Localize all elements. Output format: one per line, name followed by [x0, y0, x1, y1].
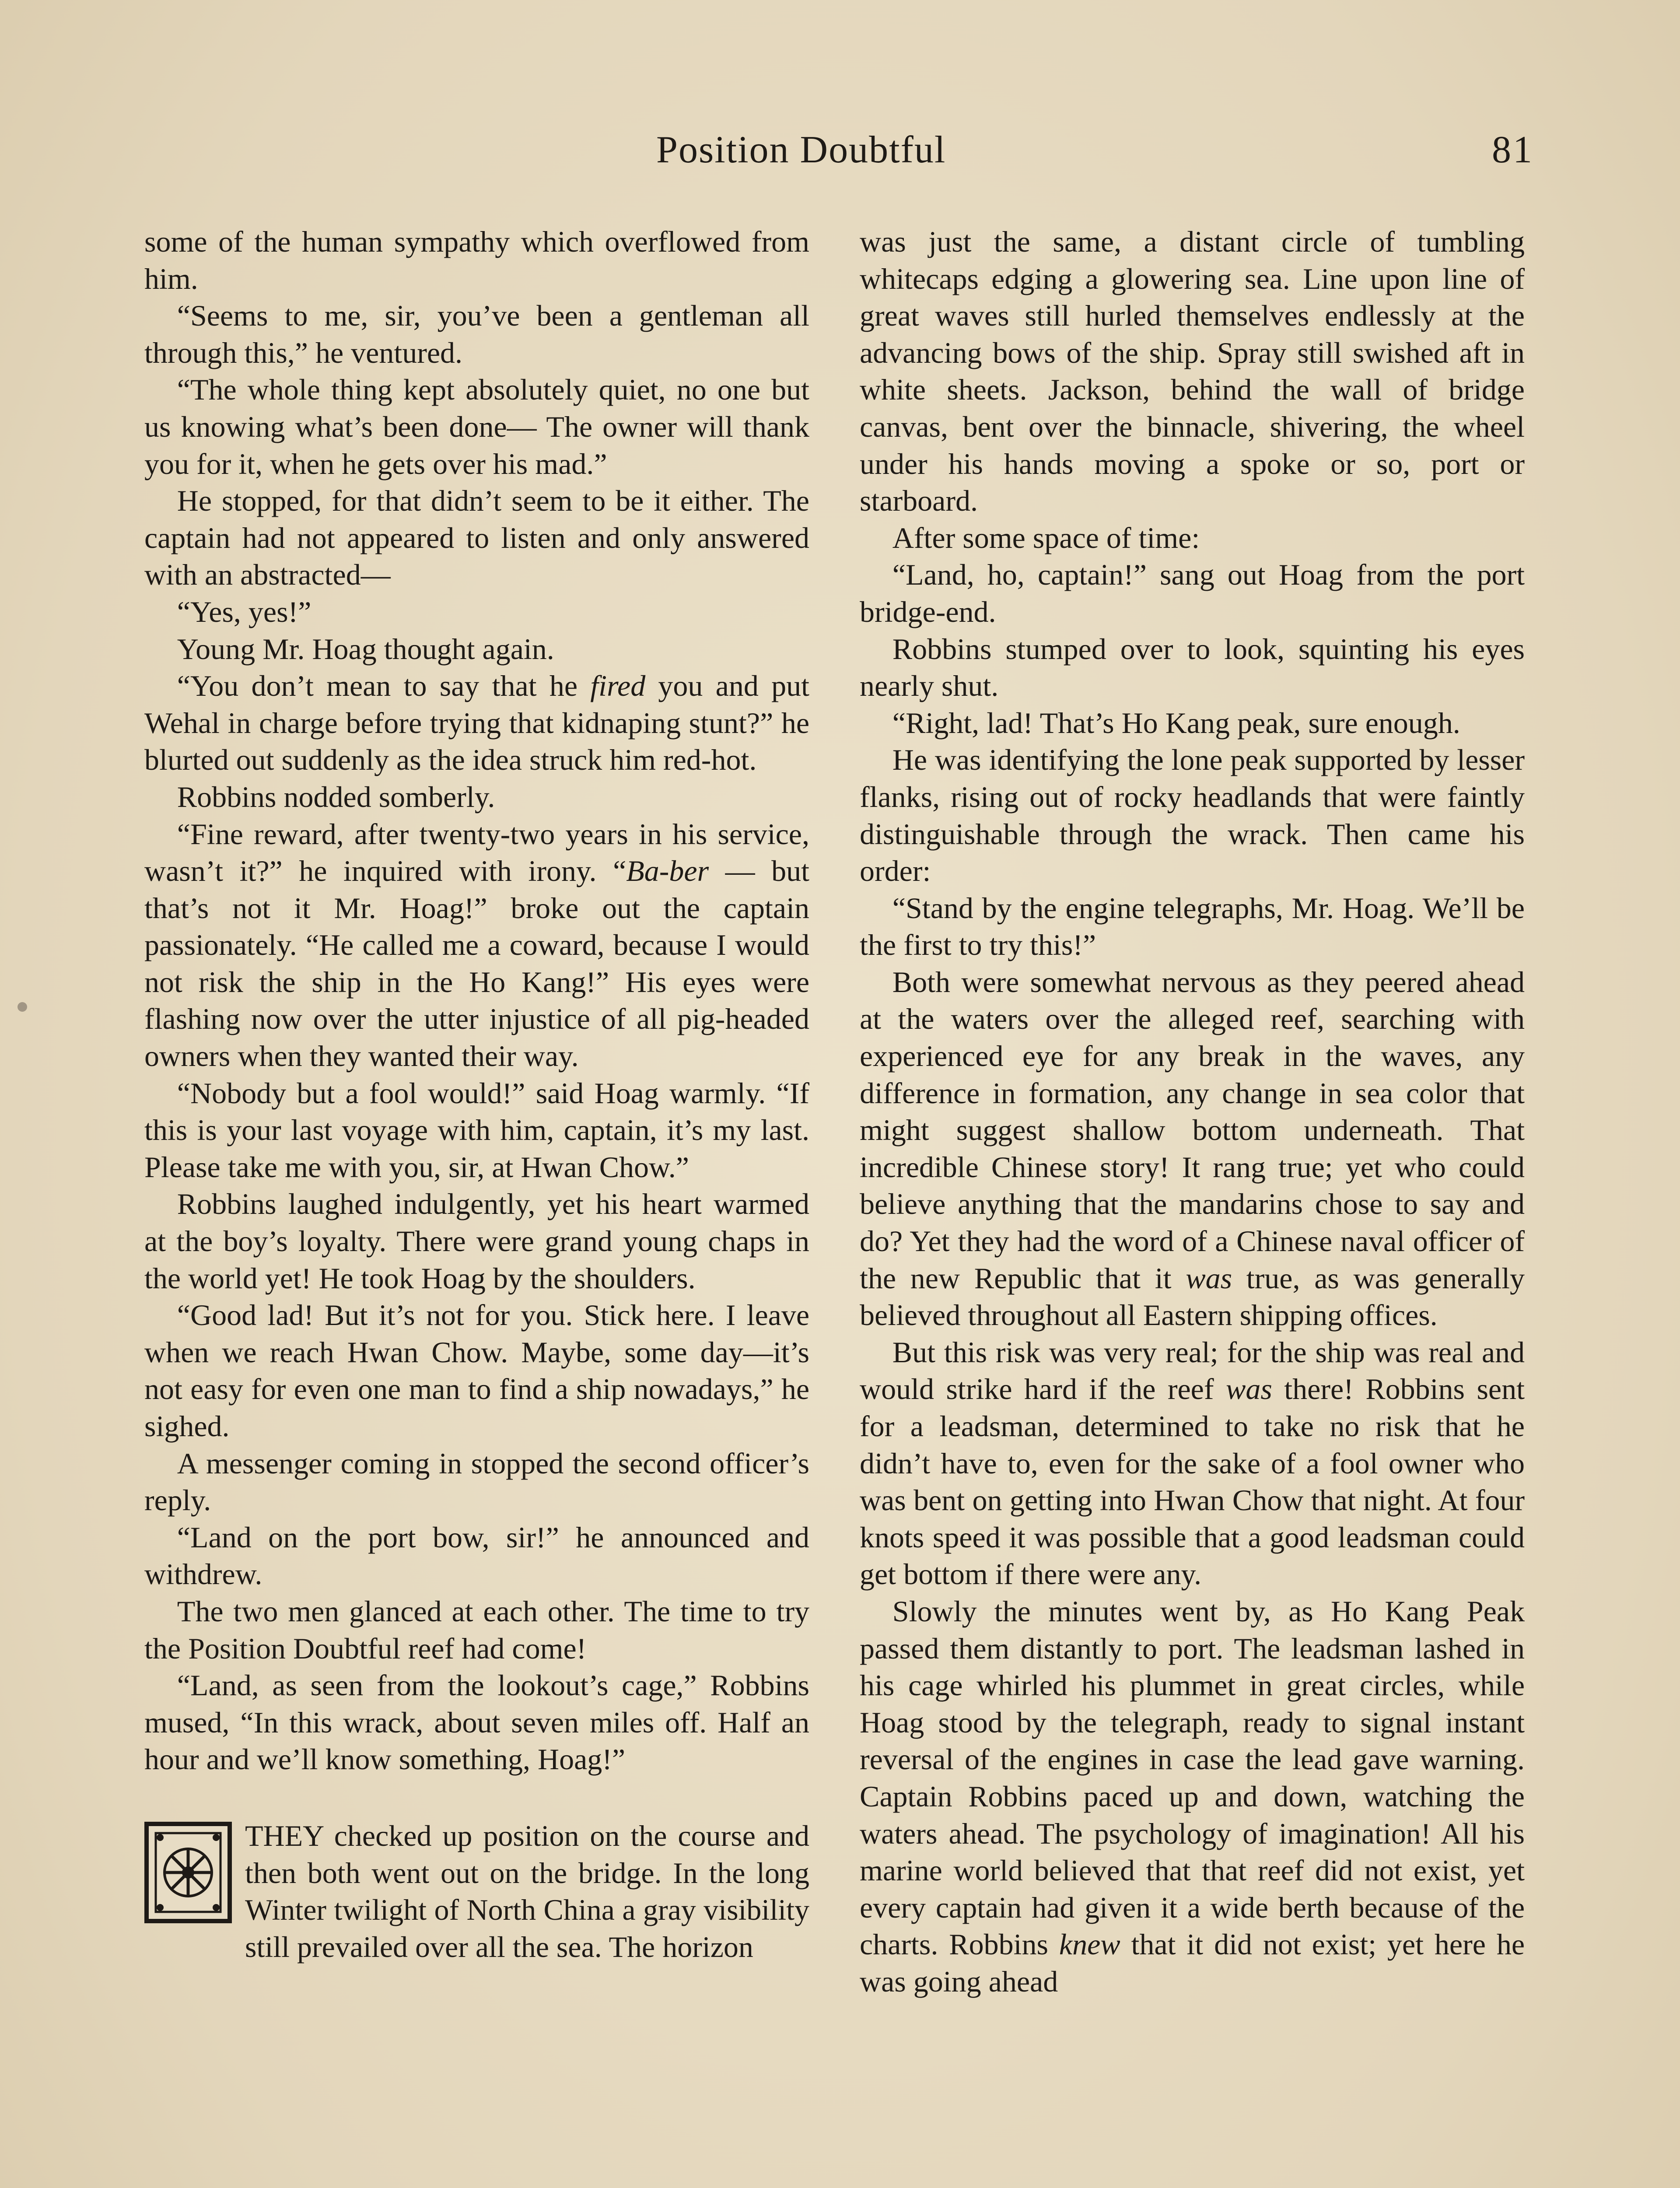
paper-speck: [18, 1002, 27, 1012]
paragraph: [860, 964, 1525, 1334]
text-run: there! Robbins sent for a leadsman, determined to take no risk that he didn’t have to, even for the sake of a fool owner who was bent on getting into Hwan Chow that night. At four knots speed it was possible that a good leadsman could get bottom if there were any.: [860, 1372, 1525, 1591]
text-run: — but that’s not it Mr. Hoag!” broke out the captain passionately. “He called me a coward, because I would not risk the ship in the Ho Kang!” His eyes were flashing now over the utter injustice of all pig-headed owners when they wanted their way.: [144, 854, 809, 1073]
paragraph: Robbins nodded somberly.: [177, 780, 495, 813]
paragraph: “Seems to me, sir, you’ve been a gentleman all through this,” he ventured.: [144, 299, 809, 369]
paragraph: He was identifying the lone peak supported by lesser flanks, rising out of rocky headlands that were faintly distinguishable through the wrack. Then came his order:: [860, 743, 1525, 888]
right-column: [860, 223, 1525, 2000]
paragraph: [144, 816, 809, 1075]
text-run: you and put Wehal in charge before trying that kidnaping stunt?” he blurted out suddenly as the idea struck him red-hot.: [144, 669, 810, 777]
paragraph: “Yes, yes!”: [177, 595, 312, 628]
text-run: “You don’t mean to say that he: [177, 669, 591, 703]
paragraph: “The whole thing kept absolutely quiet, no one but us knowing what’s been done— The owner will thank you for it, when he gets over his mad.”: [144, 373, 809, 480]
paragraph: Robbins laughed indulgently, yet his heart warmed at the boy’s loyalty. There were grand young chaps in the world yet! He took Hoag by the shoulders.: [144, 1187, 809, 1295]
emphasis-text: was: [1225, 1372, 1272, 1406]
running-title: Position Doubtful: [656, 129, 946, 171]
emphasis-text: fired: [590, 669, 646, 703]
emphasis-text: Ba-ber: [626, 854, 709, 888]
paragraph: was just the same, a distant circle of tumbling whitecaps edging a glowering sea. Line upon line of great waves still hurled themselves endlessly at the advancing bows of the ship. Spray still swished aft in white sheets. Jackson, behind the wall of bridge canvas, bent over the binnacle, shivering, the wheel under his hands moving a spoke or so, port or starboard.: [860, 225, 1525, 518]
emphasis-text: knew: [1059, 1928, 1120, 1961]
text-run: Both were somewhat nervous as they peered ahead at the waters over the alleged reef, searching with experienced eye for any break in the waves, any difference in formation, any change in sea color that might suggest shallow bottom underneath. That incredible Chinese story! It rang true; yet who could believe anything that the mandarins chose to say and do? Yet they had the word of a Chinese naval officer of the new Republic that it: [860, 965, 1525, 1295]
section-break: [144, 1778, 809, 1817]
ornamental-square-rosette-icon: [144, 1822, 232, 1923]
text-run: “Fine reward, after twenty-two years in his service, wasn’t it?” he inquired with irony. “: [144, 817, 809, 888]
paragraph: some of the human sympathy which overflowed from him.: [144, 225, 809, 295]
paragraph: Robbins stumped over to look, squinting his eyes nearly shut.: [860, 632, 1525, 703]
paragraph: A messenger coming in stopped the second officer’s reply.: [144, 1446, 809, 1517]
page-number: 81: [1492, 129, 1534, 171]
text-run: But this risk was very real; for the ship was real and would strike hard if the reef: [860, 1335, 1525, 1406]
paragraph: “Good lad! But it’s not for you. Stick here. I leave when we reach Hwan Chow. Maybe, some day—it’s not easy for even one man to find a ship nowadays,” he sighed.: [144, 1298, 809, 1443]
paragraph: [860, 1593, 1525, 2000]
paragraph: “Right, lad! That’s Ho Kang peak, sure enough.: [892, 706, 1460, 740]
paragraph: “Land, as seen from the lookout’s cage,” Robbins mused, “In this wrack, about seven miles off. Half an hour and we’ll know something, Hoag!”: [144, 1669, 809, 1776]
left-column: [144, 223, 809, 1965]
paragraph: Young Mr. Hoag thought again.: [177, 632, 554, 666]
paragraph: After some space of time:: [892, 521, 1200, 554]
paragraph: “Land on the port bow, sir!” he announced and withdrew.: [144, 1520, 809, 1591]
text-run: true, as was generally believed throughout all Eastern shipping offices.: [860, 1261, 1525, 1332]
section-opening: [144, 1817, 809, 1965]
emphasis-text: was: [1186, 1261, 1232, 1295]
section-opening-text: THEY checked up position on the course and then both went out on the bridge. In the long Winter twilight of North China a gray visibility still prevailed over all the sea. The horizon: [245, 1819, 809, 1964]
page-header: [0, 128, 1680, 176]
paragraph: [860, 1334, 1525, 1593]
paragraph: The two men glanced at each other. The time to try the Position Doubtful reef had come!: [144, 1594, 809, 1665]
paragraph: “Land, ho, captain!” sang out Hoag from the port bridge-end.: [860, 558, 1525, 628]
paragraph: “Nobody but a fool would!” said Hoag warmly. “If this is your last voyage with him, captain, it’s my last. Please take me with you, sir, at Hwan Chow.”: [144, 1076, 809, 1184]
paragraph: He stopped, for that didn’t seem to be it either. The captain had not appeared to listen and only answered with an abstracted—: [144, 484, 809, 592]
paragraph: [144, 667, 809, 778]
text-run: Slowly the minutes went by, as Ho Kang Peak passed them distantly to port. The leadsman lashed in his cage whirled his plummet in great circles, while Hoag stood by the telegraph, ready to signal instant reversal of the engines in case the lead gave warning. Captain Robbins paced up and down, watching the waters ahead. The psychology of imagination! All his marine world believed that that reef did not exist, yet every captain had given it a wide berth because of the charts. Robbins: [860, 1594, 1525, 1961]
text-run: that it did not exist; yet here he was going ahead: [860, 1928, 1525, 1998]
paragraph: “Stand by the engine telegraphs, Mr. Hoag. We’ll be the first to try this!”: [860, 891, 1525, 962]
